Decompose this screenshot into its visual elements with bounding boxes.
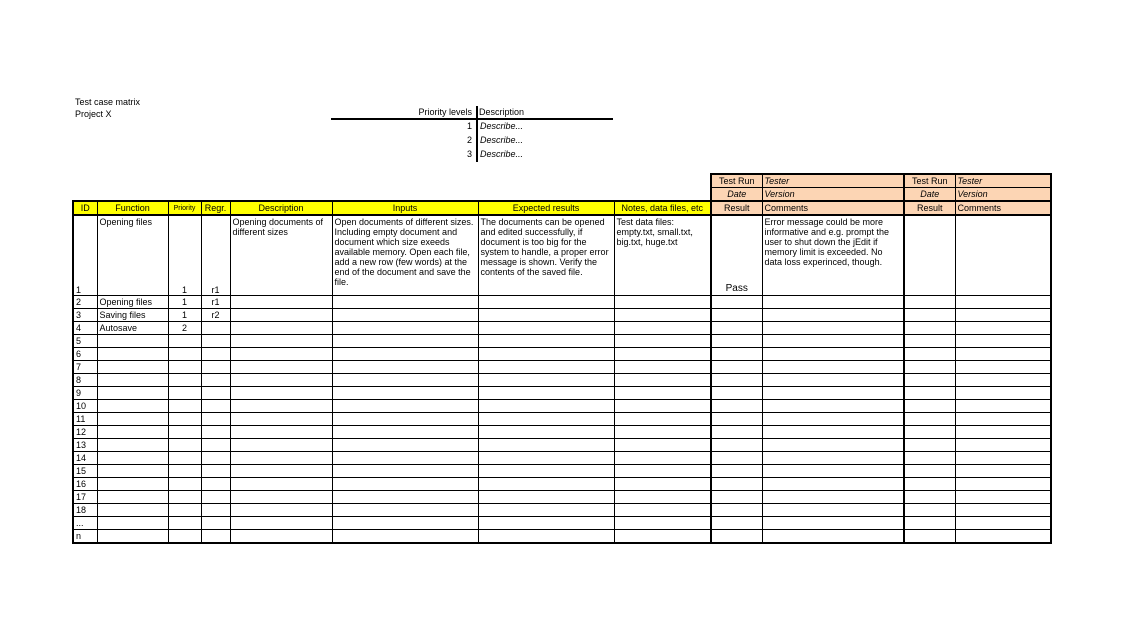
cell-description[interactable] (230, 517, 332, 530)
cell-run2-comments[interactable] (955, 413, 1051, 426)
legend-level-number: 3 (466, 149, 472, 159)
cell-regr[interactable] (201, 413, 230, 426)
cell-run2-comments[interactable] (955, 322, 1051, 335)
cell-notes[interactable]: Test data files: empty.txt, small.txt, big.txt, huge.txt (614, 215, 711, 296)
cell-run1-result[interactable] (711, 309, 762, 322)
test-run-header-row (73, 174, 1051, 188)
cell-priority[interactable] (168, 530, 201, 544)
cell-description[interactable] (230, 400, 332, 413)
cell-run2-result[interactable] (904, 452, 955, 465)
cell-expected-results[interactable] (478, 387, 614, 400)
cell-run1-result[interactable] (711, 439, 762, 452)
cell-run1-comments[interactable] (762, 400, 904, 413)
cell-priority[interactable]: 1 (168, 309, 201, 322)
cell-id[interactable]: 15 (73, 465, 97, 478)
cell-regr[interactable] (201, 348, 230, 361)
cell-description[interactable] (230, 491, 332, 504)
cell-notes[interactable] (614, 348, 711, 361)
cell-expected-results[interactable] (478, 348, 614, 361)
table-row (73, 413, 1051, 426)
cell-id[interactable]: 10 (73, 400, 97, 413)
cell-run2-comments[interactable] (955, 439, 1051, 452)
cell-run2-comments[interactable] (955, 465, 1051, 478)
cell-inputs[interactable] (332, 517, 478, 530)
cell-run2-result[interactable] (904, 413, 955, 426)
cell-description[interactable] (230, 413, 332, 426)
cell-regr[interactable] (201, 374, 230, 387)
cell-run2-result[interactable] (904, 504, 955, 517)
cell-expected-results[interactable] (478, 465, 614, 478)
cell-inputs[interactable] (332, 374, 478, 387)
legend-row (331, 119, 613, 133)
cell-description[interactable] (230, 361, 332, 374)
cell-regr[interactable]: r1 (201, 215, 230, 296)
cell-function[interactable] (97, 413, 168, 426)
legend-level-number: 2 (466, 135, 472, 145)
sheet-title-block (75, 96, 140, 120)
cell-id[interactable]: 17 (73, 491, 97, 504)
cell-run1-result[interactable] (711, 322, 762, 335)
cell-run1-comments[interactable] (762, 504, 904, 517)
cell-run1-comments[interactable] (762, 296, 904, 309)
cell-notes[interactable] (614, 452, 711, 465)
cell-inputs[interactable] (332, 478, 478, 491)
cell-regr[interactable] (201, 478, 230, 491)
col-header-function: Function (97, 201, 168, 215)
cell-run1-result[interactable] (711, 465, 762, 478)
cell-description[interactable] (230, 504, 332, 517)
table-row (73, 361, 1051, 374)
cell-priority[interactable] (168, 491, 201, 504)
table-row (73, 426, 1051, 439)
cell-expected-results[interactable] (478, 491, 614, 504)
cell-description[interactable] (230, 465, 332, 478)
cell-inputs[interactable] (332, 530, 478, 544)
cell-priority[interactable] (168, 400, 201, 413)
cell-id[interactable]: 1 (73, 215, 97, 296)
cell-run1-comments[interactable] (762, 374, 904, 387)
cell-run2-comments[interactable] (955, 530, 1051, 544)
cell-inputs[interactable] (332, 413, 478, 426)
cell-inputs[interactable] (332, 426, 478, 439)
cell-inputs[interactable]: Open documents of different sizes. Including empty document and document which size exeeds available memory. Open each file, add a new row (few words) at the end of the document and save the file. (332, 215, 478, 296)
cell-description[interactable] (230, 335, 332, 348)
cell-description[interactable] (230, 348, 332, 361)
cell-id[interactable]: 6 (73, 348, 97, 361)
cell-regr[interactable] (201, 400, 230, 413)
cell-id[interactable]: 16 (73, 478, 97, 491)
cell-regr[interactable] (201, 335, 230, 348)
cell-function[interactable]: Saving files (97, 309, 168, 322)
cell-notes[interactable] (614, 322, 711, 335)
cell-inputs[interactable] (332, 439, 478, 452)
table-row (73, 348, 1051, 361)
cell-notes[interactable] (614, 491, 711, 504)
cell-run1-comments[interactable] (762, 361, 904, 374)
cell-expected-results[interactable] (478, 426, 614, 439)
cell-regr[interactable] (201, 426, 230, 439)
table-row (73, 400, 1051, 413)
cell-run1-comments[interactable] (762, 517, 904, 530)
cell-run2-result[interactable] (904, 348, 955, 361)
cell-run1-comments[interactable] (762, 426, 904, 439)
version-field[interactable]: Version (955, 188, 1051, 202)
cell-id[interactable]: 9 (73, 387, 97, 400)
cell-function[interactable]: Opening files (97, 296, 168, 309)
cell-description[interactable]: Opening documents of different sizes (230, 215, 332, 296)
cell-regr[interactable] (201, 504, 230, 517)
cell-function[interactable] (97, 335, 168, 348)
cell-expected-results[interactable]: The documents can be opened and edited successfully, if document is too big for the system to handle, a proper error message is shown. Verify the contents of the saved file. (478, 215, 614, 296)
table-row (73, 452, 1051, 465)
table-row (73, 504, 1051, 517)
cell-expected-results[interactable] (478, 335, 614, 348)
cell-priority[interactable] (168, 439, 201, 452)
cell-notes[interactable] (614, 361, 711, 374)
cell-run1-result[interactable] (711, 387, 762, 400)
cell-run1-comments[interactable] (762, 465, 904, 478)
cell-run2-result[interactable] (904, 478, 955, 491)
cell-id[interactable]: 4 (73, 322, 97, 335)
cell-description[interactable] (230, 439, 332, 452)
cell-id[interactable]: 8 (73, 374, 97, 387)
cell-run1-result[interactable] (711, 478, 762, 491)
cell-priority[interactable]: 1 (168, 296, 201, 309)
cell-notes[interactable] (614, 296, 711, 309)
cell-run2-result[interactable] (904, 400, 955, 413)
cell-function[interactable] (97, 439, 168, 452)
table-row (73, 491, 1051, 504)
cell-run1-result[interactable] (711, 491, 762, 504)
cell-run2-result[interactable] (904, 335, 955, 348)
table-row (73, 530, 1051, 544)
legend-row (331, 147, 613, 161)
cell-priority[interactable] (168, 465, 201, 478)
cell-expected-results[interactable] (478, 413, 614, 426)
cell-run2-comments[interactable] (955, 504, 1051, 517)
legend-level-description[interactable]: Describe... (480, 149, 524, 159)
cell-notes[interactable] (614, 530, 711, 544)
cell-inputs[interactable] (332, 465, 478, 478)
cell-function[interactable] (97, 426, 168, 439)
cell-run2-result[interactable] (904, 491, 955, 504)
cell-description[interactable] (230, 426, 332, 439)
cell-id[interactable]: ... (73, 517, 97, 530)
cell-priority[interactable] (168, 504, 201, 517)
cell-run2-comments[interactable] (955, 452, 1051, 465)
cell-description[interactable] (230, 530, 332, 544)
cell-regr[interactable] (201, 517, 230, 530)
cell-function[interactable] (97, 491, 168, 504)
test-run-label[interactable]: Test Run (904, 174, 955, 188)
cell-notes[interactable] (614, 335, 711, 348)
cell-run2-result[interactable] (904, 215, 955, 296)
cell-run2-comments[interactable] (955, 491, 1051, 504)
test-case-matrix-table (72, 173, 1052, 544)
cell-expected-results[interactable] (478, 361, 614, 374)
col-header-result: Result (904, 201, 955, 215)
cell-id[interactable]: 11 (73, 413, 97, 426)
cell-inputs[interactable] (332, 361, 478, 374)
cell-expected-results[interactable] (478, 517, 614, 530)
version-field[interactable]: Version (762, 188, 904, 202)
table-row (73, 439, 1051, 452)
cell-id[interactable]: 14 (73, 452, 97, 465)
cell-function[interactable] (97, 387, 168, 400)
table-row (73, 335, 1051, 348)
cell-inputs[interactable] (332, 491, 478, 504)
cell-notes[interactable] (614, 517, 711, 530)
priority-description-header: Description (479, 107, 525, 117)
cell-priority[interactable] (168, 387, 201, 400)
cell-expected-results[interactable] (478, 504, 614, 517)
cell-id[interactable]: 12 (73, 426, 97, 439)
cell-run1-comments[interactable] (762, 387, 904, 400)
sheet-title: Test case matrix (75, 97, 141, 107)
cell-inputs[interactable] (332, 400, 478, 413)
legend-level-description[interactable]: Describe... (480, 135, 524, 145)
col-header-regr: Regr. (201, 201, 230, 215)
cell-function[interactable] (97, 348, 168, 361)
cell-run1-result[interactable] (711, 348, 762, 361)
cell-run1-result[interactable] (711, 296, 762, 309)
column-header-row (73, 201, 1051, 215)
tester-field[interactable]: Tester (955, 174, 1051, 188)
col-header-comments: Comments (762, 201, 904, 215)
cell-function[interactable] (97, 361, 168, 374)
cell-priority[interactable] (168, 361, 201, 374)
cell-expected-results[interactable] (478, 374, 614, 387)
cell-description[interactable] (230, 478, 332, 491)
cell-run2-comments[interactable] (955, 478, 1051, 491)
cell-function[interactable] (97, 452, 168, 465)
cell-run1-comments[interactable] (762, 309, 904, 322)
cell-function[interactable] (97, 478, 168, 491)
cell-description[interactable] (230, 322, 332, 335)
cell-notes[interactable] (614, 309, 711, 322)
col-header-inputs: Inputs (332, 201, 478, 215)
project-name: Project X (75, 109, 112, 119)
legend-row (331, 133, 613, 147)
cell-regr[interactable] (201, 361, 230, 374)
cell-inputs[interactable] (332, 322, 478, 335)
cell-expected-results[interactable] (478, 296, 614, 309)
tester-field[interactable]: Tester (762, 174, 904, 188)
cell-description[interactable] (230, 452, 332, 465)
cell-id[interactable]: 7 (73, 361, 97, 374)
cell-run1-result[interactable] (711, 452, 762, 465)
priority-levels-header: Priority levels (418, 107, 472, 117)
cell-run1-comments[interactable] (762, 439, 904, 452)
date-field[interactable]: Date (711, 188, 762, 202)
table-row (73, 478, 1051, 491)
cell-inputs[interactable] (332, 309, 478, 322)
table-row (73, 322, 1051, 335)
cell-expected-results[interactable] (478, 322, 614, 335)
cell-priority[interactable] (168, 348, 201, 361)
cell-expected-results[interactable] (478, 530, 614, 544)
cell-id[interactable]: 2 (73, 296, 97, 309)
cell-regr[interactable] (201, 530, 230, 544)
cell-run1-comments[interactable] (762, 491, 904, 504)
cell-run2-result[interactable] (904, 387, 955, 400)
table-row (73, 387, 1051, 400)
table-row (73, 374, 1051, 387)
cell-priority[interactable] (168, 517, 201, 530)
cell-run2-comments[interactable] (955, 361, 1051, 374)
cell-regr[interactable] (201, 452, 230, 465)
cell-run2-result[interactable] (904, 374, 955, 387)
cell-description[interactable] (230, 387, 332, 400)
cell-run2-comments[interactable] (955, 517, 1051, 530)
cell-inputs[interactable] (332, 335, 478, 348)
cell-expected-results[interactable] (478, 478, 614, 491)
cell-regr[interactable]: r1 (201, 296, 230, 309)
cell-notes[interactable] (614, 413, 711, 426)
cell-run1-comments[interactable] (762, 322, 904, 335)
cell-function[interactable]: Opening files (97, 215, 168, 296)
cell-description[interactable] (230, 296, 332, 309)
cell-regr[interactable] (201, 491, 230, 504)
cell-priority[interactable] (168, 335, 201, 348)
date-field[interactable]: Date (904, 188, 955, 202)
cell-regr[interactable]: r2 (201, 309, 230, 322)
cell-expected-results[interactable] (478, 439, 614, 452)
table-row (73, 465, 1051, 478)
cell-expected-results[interactable] (478, 309, 614, 322)
cell-run1-comments[interactable] (762, 530, 904, 544)
cell-run1-result[interactable] (711, 530, 762, 544)
cell-run1-result[interactable] (711, 361, 762, 374)
cell-run1-comments[interactable] (762, 452, 904, 465)
cell-run2-result[interactable] (904, 426, 955, 439)
cell-function[interactable] (97, 504, 168, 517)
cell-notes[interactable] (614, 374, 711, 387)
cell-run1-comments[interactable] (762, 478, 904, 491)
test-run-label[interactable]: Test Run (711, 174, 762, 188)
cell-notes[interactable] (614, 400, 711, 413)
test-run-date-row (73, 188, 1051, 202)
cell-notes[interactable] (614, 465, 711, 478)
cell-run2-result[interactable] (904, 322, 955, 335)
col-header-id: ID (73, 201, 97, 215)
cell-run1-result[interactable] (711, 517, 762, 530)
cell-run2-comments[interactable] (955, 296, 1051, 309)
cell-run2-result[interactable] (904, 439, 955, 452)
cell-run2-comments[interactable] (955, 426, 1051, 439)
cell-run2-comments[interactable] (955, 400, 1051, 413)
cell-expected-results[interactable] (478, 400, 614, 413)
cell-regr[interactable] (201, 439, 230, 452)
cell-run2-result[interactable] (904, 361, 955, 374)
col-header-notes: Notes, data files, etc (614, 201, 711, 215)
cell-run2-comments[interactable] (955, 335, 1051, 348)
legend-level-number: 1 (466, 121, 472, 131)
cell-notes[interactable] (614, 478, 711, 491)
cell-run2-comments[interactable] (955, 374, 1051, 387)
cell-run1-result[interactable] (711, 413, 762, 426)
cell-id[interactable]: 18 (73, 504, 97, 517)
cell-run2-comments[interactable] (955, 215, 1051, 296)
col-header-result: Result (711, 201, 762, 215)
cell-notes[interactable] (614, 439, 711, 452)
cell-run1-result[interactable] (711, 374, 762, 387)
cell-regr[interactable] (201, 387, 230, 400)
cell-run1-result[interactable]: Pass (711, 215, 762, 296)
cell-run1-comments[interactable]: Error message could be more informative and e.g. prompt the user to shut down the jEdit if memory limit is exceeded. No data loss experinced, though. (762, 215, 904, 296)
cell-priority[interactable] (168, 426, 201, 439)
cell-run2-result[interactable] (904, 465, 955, 478)
cell-function[interactable]: Autosave (97, 322, 168, 335)
col-header-comments: Comments (955, 201, 1051, 215)
cell-function[interactable] (97, 400, 168, 413)
cell-id[interactable]: 5 (73, 335, 97, 348)
col-header-expected-results: Expected results (478, 201, 614, 215)
cell-run1-comments[interactable] (762, 348, 904, 361)
cell-run2-result[interactable] (904, 530, 955, 544)
cell-function[interactable] (97, 530, 168, 544)
cell-run1-comments[interactable] (762, 335, 904, 348)
cell-run1-result[interactable] (711, 400, 762, 413)
cell-function[interactable] (97, 465, 168, 478)
table-row (73, 517, 1051, 530)
table-row (73, 215, 1051, 296)
col-header-description: Description (230, 201, 332, 215)
cell-description[interactable] (230, 374, 332, 387)
cell-run2-result[interactable] (904, 296, 955, 309)
cell-inputs[interactable] (332, 387, 478, 400)
cell-inputs[interactable] (332, 452, 478, 465)
table-row (73, 309, 1051, 322)
cell-function[interactable] (97, 517, 168, 530)
cell-run2-result[interactable] (904, 309, 955, 322)
cell-regr[interactable] (201, 465, 230, 478)
col-header-priority: Priority (173, 205, 196, 212)
cell-id[interactable]: n (73, 530, 97, 544)
cell-run2-comments[interactable] (955, 387, 1051, 400)
legend-level-description[interactable]: Describe... (480, 121, 524, 131)
cell-id[interactable]: 3 (73, 309, 97, 322)
cell-priority[interactable] (168, 413, 201, 426)
cell-priority[interactable] (168, 452, 201, 465)
cell-priority[interactable]: 2 (168, 322, 201, 335)
cell-run2-comments[interactable] (955, 348, 1051, 361)
cell-priority[interactable] (168, 374, 201, 387)
cell-run1-comments[interactable] (762, 413, 904, 426)
cell-notes[interactable] (614, 387, 711, 400)
cell-inputs[interactable] (332, 296, 478, 309)
cell-notes[interactable] (614, 504, 711, 517)
table-row (73, 296, 1051, 309)
cell-description[interactable] (230, 309, 332, 322)
cell-expected-results[interactable] (478, 452, 614, 465)
cell-priority[interactable]: 1 (168, 215, 201, 296)
cell-inputs[interactable] (332, 504, 478, 517)
cell-notes[interactable] (614, 426, 711, 439)
cell-priority[interactable] (168, 478, 201, 491)
cell-function[interactable] (97, 374, 168, 387)
cell-inputs[interactable] (332, 348, 478, 361)
cell-run1-result[interactable] (711, 504, 762, 517)
cell-run2-comments[interactable] (955, 309, 1051, 322)
cell-run1-result[interactable] (711, 335, 762, 348)
priority-legend (331, 106, 613, 164)
cell-run1-result[interactable] (711, 426, 762, 439)
cell-run2-result[interactable] (904, 517, 955, 530)
cell-id[interactable]: 13 (73, 439, 97, 452)
cell-regr[interactable] (201, 322, 230, 335)
